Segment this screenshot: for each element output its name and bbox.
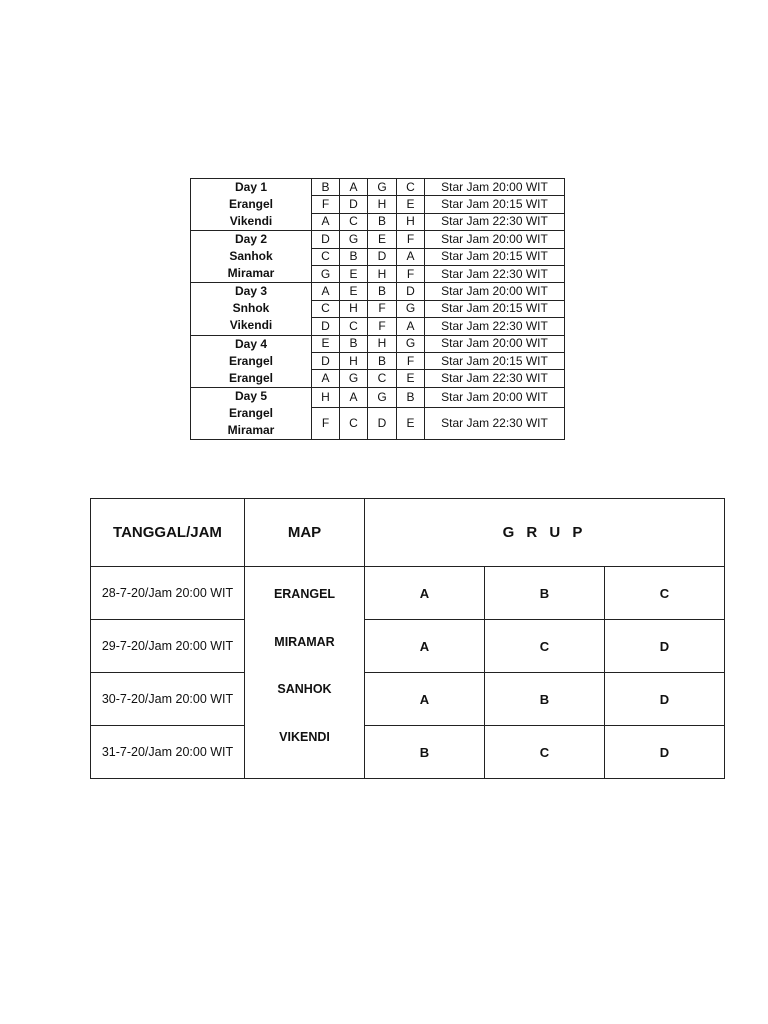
group-cell: B — [340, 335, 368, 352]
group-cell: D — [312, 231, 340, 248]
schedule-row — [191, 179, 565, 196]
start-time-cell: Star Jam 20:00 WIT — [425, 335, 565, 352]
group-cell: D — [368, 248, 397, 265]
group-cell: D — [312, 352, 340, 369]
day-map-2: Vikendi — [229, 214, 273, 229]
start-time-cell: Star Jam 22:30 WIT — [425, 213, 565, 230]
group-cell: B — [485, 673, 605, 726]
schedule-row — [191, 283, 565, 300]
date-cell: 31-7-20/Jam 20:00 WIT — [91, 726, 245, 779]
start-time-cell: Star Jam 20:15 WIT — [425, 248, 565, 265]
group-cell: E — [340, 283, 368, 300]
start-time-cell: Star Jam 20:15 WIT — [425, 300, 565, 317]
group-cell: E — [397, 370, 425, 387]
group-cell: C — [340, 408, 368, 440]
date-cell: 28-7-20/Jam 20:00 WIT — [91, 567, 245, 620]
group-cell: A — [365, 673, 485, 726]
day-map-2: Miramar — [227, 422, 275, 437]
group-cell: D — [397, 283, 425, 300]
group-cell: B — [485, 567, 605, 620]
group-cell: H — [397, 213, 425, 230]
group-cell: D — [605, 673, 725, 726]
schedule-row — [191, 231, 565, 248]
header-map: MAP — [245, 499, 365, 567]
start-time-cell: Star Jam 20:15 WIT — [425, 352, 565, 369]
day-cell — [191, 283, 312, 335]
group-cell: B — [340, 248, 368, 265]
group-cell: G — [340, 231, 368, 248]
map-name: VIKENDI — [279, 729, 330, 744]
day-map-1: Sanhok — [229, 249, 273, 264]
group-cell: C — [312, 300, 340, 317]
map-name: MIRAMAR — [274, 634, 335, 649]
day-schedule-table — [190, 178, 565, 440]
header-date: TANGGAL/JAM — [91, 499, 245, 567]
schedule-row — [191, 387, 565, 407]
group-cell: E — [397, 408, 425, 440]
group-cell: B — [368, 352, 397, 369]
group-cell: C — [312, 248, 340, 265]
group-cell: H — [368, 335, 397, 352]
group-cell: D — [312, 318, 340, 335]
group-cell: C — [340, 213, 368, 230]
group-cell: E — [397, 196, 425, 213]
group-cell: C — [397, 179, 425, 196]
group-cell: B — [312, 179, 340, 196]
day-map-1: Snhok — [232, 301, 270, 316]
group-cell: G — [340, 370, 368, 387]
group-cell: D — [368, 408, 397, 440]
map-name: SANHOK — [277, 682, 332, 696]
day-label: Day 4 — [234, 336, 268, 351]
group-cell: E — [312, 335, 340, 352]
group-cell: D — [340, 196, 368, 213]
group-cell: F — [312, 196, 340, 213]
day-label: Day 2 — [234, 232, 268, 247]
start-time-cell: Star Jam 20:00 WIT — [425, 179, 565, 196]
group-cell: A — [397, 318, 425, 335]
day-map-2: Miramar — [227, 266, 275, 281]
group-cell: F — [368, 318, 397, 335]
group-cell: D — [605, 620, 725, 673]
start-time-cell: Star Jam 22:30 WIT — [425, 408, 565, 440]
group-cell: B — [365, 726, 485, 779]
header-row — [91, 499, 725, 567]
start-time-cell: Star Jam 20:00 WIT — [425, 387, 565, 407]
group-cell: A — [397, 248, 425, 265]
table-row — [91, 673, 725, 726]
table-row — [91, 567, 725, 620]
date-cell: 30-7-20/Jam 20:00 WIT — [91, 673, 245, 726]
group-cell: G — [368, 387, 397, 407]
date-map-group-table — [90, 498, 725, 779]
start-time-cell: Star Jam 20:00 WIT — [425, 283, 565, 300]
group-cell: A — [340, 387, 368, 407]
day-cell — [191, 335, 312, 387]
group-cell: F — [397, 265, 425, 282]
day-cell — [191, 231, 312, 283]
start-time-cell: Star Jam 20:15 WIT — [425, 196, 565, 213]
group-cell: B — [397, 387, 425, 407]
group-cell: G — [368, 179, 397, 196]
day-cell — [191, 387, 312, 439]
day-map-2: Erangel — [228, 370, 273, 385]
map-list-cell — [245, 567, 365, 779]
group-cell: E — [368, 231, 397, 248]
date-cell: 29-7-20/Jam 20:00 WIT — [91, 620, 245, 673]
group-cell: F — [312, 408, 340, 440]
group-cell: A — [312, 370, 340, 387]
map-name: ERANGEL — [273, 587, 336, 601]
group-cell: D — [605, 726, 725, 779]
day-map-1: Erangel — [228, 197, 273, 212]
group-cell: A — [365, 567, 485, 620]
group-cell: B — [368, 213, 397, 230]
group-cell: A — [340, 179, 368, 196]
group-cell: F — [397, 352, 425, 369]
group-cell: A — [312, 213, 340, 230]
group-cell: E — [340, 265, 368, 282]
group-cell: H — [340, 300, 368, 317]
day-label: Day 3 — [234, 284, 268, 299]
day-label: Day 5 — [234, 388, 268, 403]
day-cell — [191, 179, 312, 231]
table-row — [91, 726, 725, 779]
start-time-cell: Star Jam 22:30 WIT — [425, 370, 565, 387]
group-cell: C — [368, 370, 397, 387]
group-cell: H — [368, 196, 397, 213]
group-cell: B — [368, 283, 397, 300]
day-label: Day 1 — [234, 180, 268, 195]
group-cell: H — [368, 265, 397, 282]
start-time-cell: Star Jam 20:00 WIT — [425, 231, 565, 248]
group-cell: G — [397, 300, 425, 317]
table-row — [91, 620, 725, 673]
group-cell: A — [312, 283, 340, 300]
group-cell: G — [312, 265, 340, 282]
group-cell: G — [397, 335, 425, 352]
day-map-2: Vikendi — [229, 318, 273, 333]
header-group: G R U P — [365, 499, 725, 567]
start-time-cell: Star Jam 22:30 WIT — [425, 318, 565, 335]
group-cell: C — [340, 318, 368, 335]
group-cell: H — [340, 352, 368, 369]
group-cell: C — [605, 567, 725, 620]
start-time-cell: Star Jam 22:30 WIT — [425, 265, 565, 282]
group-cell: F — [368, 300, 397, 317]
schedule-row — [191, 335, 565, 352]
day-map-1: Erangel — [228, 353, 273, 368]
day-map-1: Erangel — [228, 405, 273, 420]
group-cell: A — [365, 620, 485, 673]
group-cell: C — [485, 620, 605, 673]
group-cell: F — [397, 231, 425, 248]
group-cell: C — [485, 726, 605, 779]
group-cell: H — [312, 387, 340, 407]
